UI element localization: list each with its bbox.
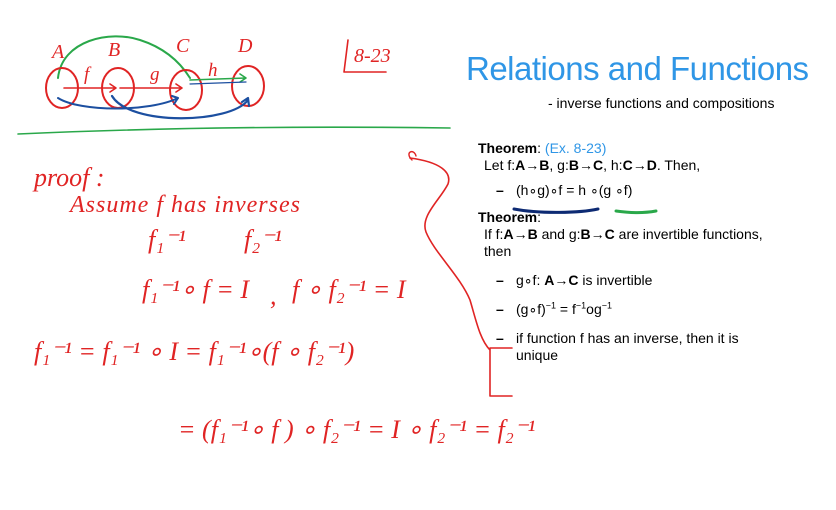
theorem2-bullet-3: – if function f has an inverse, then it is unique (496, 330, 739, 363)
theorem2-then: then (484, 243, 512, 259)
arrow-label-f: f (84, 64, 90, 85)
arrow-label-h: h (208, 60, 218, 81)
theorem1-bullet (496, 182, 828, 199)
green-divider (18, 127, 450, 134)
theorem1-statement: Let f:A→B, g:B→C, h:C→D. Then, (484, 157, 701, 173)
slide-content (478, 140, 828, 364)
theorem2-bullet-2: – (g∘f)$^{-1}$ = $f^{-1}og^{-1}$ (496, 300, 612, 317)
equation-right-inverse: f ∘ f₂⁻¹ = I (292, 275, 406, 304)
assume-line: Assume f has inverses (70, 192, 301, 218)
inverse-f2: f₂⁻¹ (244, 225, 282, 254)
theorem2-bullet-1: – g∘f: A→C is invertible (496, 272, 653, 288)
slide-subtitle: - inverse functions and compositions (548, 95, 775, 111)
equation-chain-2: = (f₁⁻¹∘ f ) ∘ f₂⁻¹ = I ∘ f₂⁻¹ = f₂⁻¹ (178, 415, 536, 444)
equation-comma: , (270, 281, 277, 310)
theorem1-heading: Theorem: (Ex. 8-23) (478, 140, 607, 156)
arrow-label-g: g (150, 64, 160, 85)
arrow-f (64, 84, 116, 92)
set-label-d: D (238, 35, 253, 57)
arrow-h-blue (190, 82, 246, 84)
equation-chain-1: f₁⁻¹ = f₁⁻¹ ∘ I = f₁⁻¹∘(f ∘ f₂⁻¹) (34, 337, 355, 366)
theorem2-heading: Theorem: (478, 209, 542, 225)
equation-left-inverse: f₁⁻¹∘ f = I (142, 275, 249, 304)
ink-green-arc (58, 36, 190, 78)
theorem1-ref: (Ex. 8-23) (544, 140, 607, 156)
theorem2-intro: If f:A→B and g:B→C are invertible functions, (484, 226, 763, 242)
proof-label: proof : (34, 163, 105, 192)
set-label-b: B (108, 39, 121, 61)
slide-title: Relations and Functions (466, 50, 809, 87)
set-label-c: C (176, 35, 190, 57)
associativity-formula: (h∘g)∘f = h ∘(g ∘f) (516, 182, 633, 198)
bullet-dash: – (496, 182, 504, 198)
inverse-f1: f₁⁻¹ (148, 225, 186, 254)
set-label-a: A (52, 41, 65, 63)
arrow-g (120, 84, 182, 92)
page-ref-number: 8-23 (354, 45, 391, 67)
